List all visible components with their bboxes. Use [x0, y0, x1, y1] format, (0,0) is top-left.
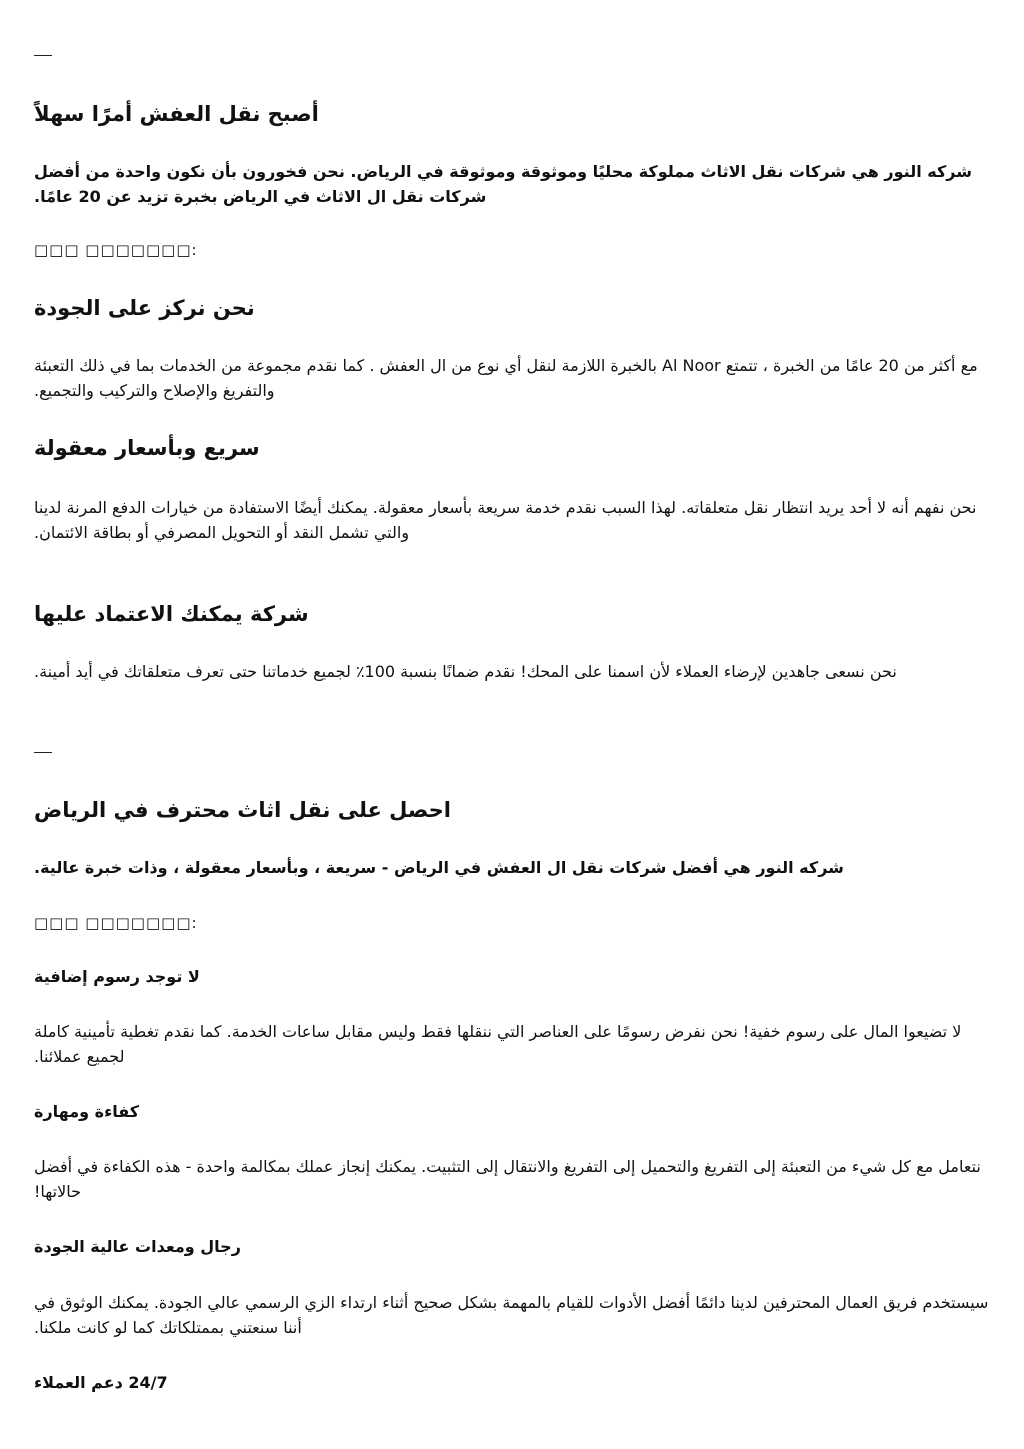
section-title-professional-moving: احصل على نقل اثاث محترف في الرياض: [34, 798, 451, 822]
separator-top: [34, 55, 52, 56]
heading-customer-support: 24/7 دعم العملاء: [34, 1373, 168, 1392]
paragraph-reliable-company: نحن نسعى جاهدين لإرضاء العملاء لأن اسمنا على المحك! نقدم ضمانًا بنسبة 100٪ لجميع خدماتنا حتى تعرف متعلقاتك في أيد أمينة.: [34, 662, 897, 681]
heading-no-extra-fees: لا توجد رسوم إضافية: [34, 967, 200, 986]
heading-quality-men-equipment: رجال ومعدات عالية الجودة: [34, 1237, 241, 1256]
garbled-label-2: □□□ □□□□□□□:: [34, 914, 198, 932]
paragraph-quality-men-equipment: سيستخدم فريق العمال المحترفين لدينا دائمًا أفضل الأدوات للقيام بالمهمة بشكل صحيح أثناء ارتداء الزي الرسمي عالي الجودة. يمكنك الوثوق في أننا سنعتني بممتلكاتك كما لو كانت ملكنا.: [34, 1293, 989, 1337]
paragraph-fast-affordable: نحن نفهم أنه لا أحد يريد انتظار نقل متعلقاته. لهذا السبب نقدم خدمة سريعة بأسعار معقولة. يمكنك أيضًا الاستفادة من خيارات الدفع المرنة لدينا والتي تشمل النقد أو التحويل المصرفي أو بطاقة الائتمان.: [34, 498, 977, 542]
heading-efficiency-skill: كفاءة ومهارة: [34, 1102, 140, 1121]
section-intro-best-company: شركه النور هي أفضل شركات نقل ال العفش في الرياض - سريعة ، وبأسعار معقولة ، وذات خبرة عالية.: [34, 858, 844, 877]
heading-reliable-company: شركة يمكنك الاعتماد عليها: [34, 602, 309, 626]
heading-quality: نحن نركز على الجودة: [34, 296, 255, 320]
separator-middle: [34, 752, 52, 753]
section-title-easy-moving: أصبح نقل العفش أمرًا سهلاً: [34, 102, 319, 126]
paragraph-efficiency-skill: نتعامل مع كل شيء من التعبئة إلى التفريغ والتحميل إلى التفريغ والانتقال إلى التثبيت. يمكنك إنجاز عملك بمكالمة واحدة - هذه الكفاءة في أفضل حالاتها!: [34, 1157, 981, 1201]
garbled-label: □□□ □□□□□□□:: [34, 241, 198, 259]
heading-fast-affordable: سريع وبأسعار معقولة: [34, 436, 260, 460]
paragraph-quality: مع أكثر من 20 عامًا من الخبرة ، تتمتع Al Noor بالخبرة اللازمة لنقل أي نوع من ال العفش . كما نقدم مجموعة من الخدمات بما في ذلك التعبئة والتفريغ والإصلاح والتركيب والتجميع.: [34, 356, 978, 400]
paragraph-no-extra-fees: لا تضيعوا المال على رسوم خفية! نحن نفرض رسومًا على العناصر التي ننقلها فقط وليس مقابل ساعات الخدمة. كما نقدم تغطية تأمينية كاملة لجميع عملائنا.: [34, 1022, 962, 1066]
section-intro-company: شركه النور هي شركات نقل الاثاث مملوكة محليًا وموثوقة وموثوقة في الرياض. نحن فخورون بأن نكون واحدة من أفضل شركات نقل ال الاثاث في الرياض بخبرة تزيد عن 20 عامًا.: [34, 162, 972, 206]
